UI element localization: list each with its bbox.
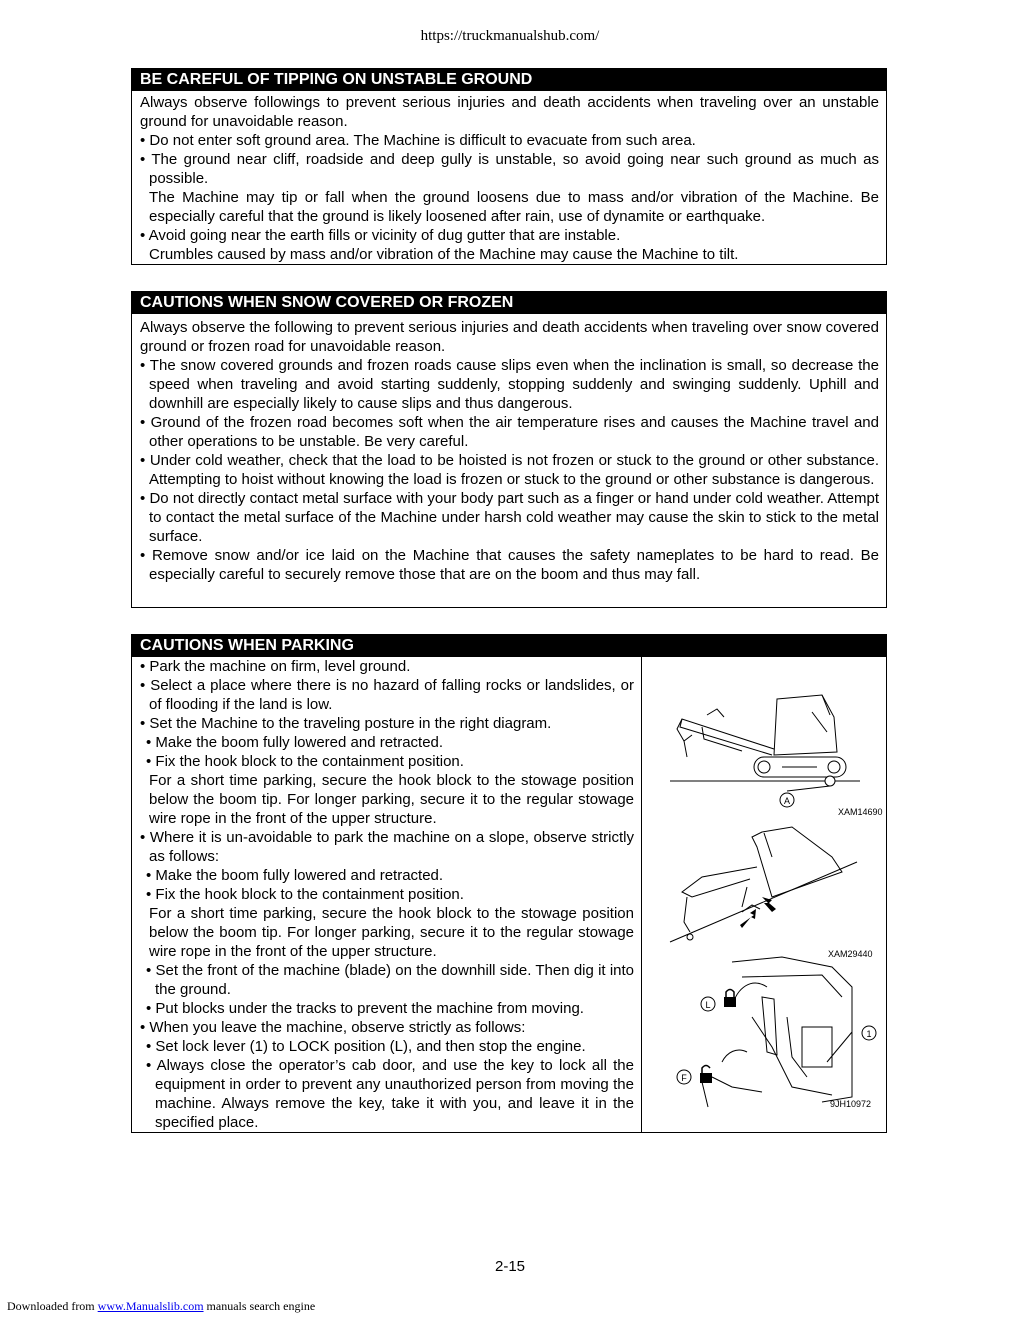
parking-figures	[642, 657, 886, 1132]
lock-icon	[724, 990, 736, 1008]
parking-illustrations	[642, 657, 886, 1132]
svg-text:L: L	[705, 1000, 711, 1010]
bullet: • Avoid going near the earth fills or vicinity of dug gutter that are instable.	[140, 227, 621, 244]
bullet: • Set the Machine to the traveling posture in the right diagram.	[140, 715, 552, 732]
bullet: • Do not directly contact metal surface with your body part such as a finger or hand under cold weather. Attempt to contact the metal surface of the Machine under harsh cold weather may cause the skin to stick to the metal surface.	[140, 490, 879, 545]
bullet: • Remove snow and/or ice laid on the Machine that causes the safety nameplates to be hard to read. Be especially careful to securely remove those that are on the boom and thus may fall.	[140, 547, 879, 583]
figure-code: 9JH10972	[830, 1099, 872, 1109]
section-title: BE CAREFUL OF TIPPING ON UNSTABLE GROUND	[132, 69, 886, 91]
figure-code: XAM29440	[828, 949, 873, 959]
bullet: • Where it is un-avoidable to park the machine on a slope, observe strictly as follows:	[140, 829, 634, 865]
sub-bullet: • Set the front of the machine (blade) on the downhill side. Then dig it into the ground.	[146, 962, 634, 998]
sub-bullet: • Always close the operator’s cab door, and use the key to lock all the equipment in order to prevent any unauthorized person from moving the machine. Always remove the key, take it with you, and leave it in the specified place.	[146, 1057, 634, 1131]
manualslib-link[interactable]: www.Manualslib.com	[97, 1299, 204, 1313]
section-intro: Always observe followings to prevent serious injuries and death accidents when traveling over an unstable ground for unavoidable reason.	[140, 94, 879, 130]
svg-text:F: F	[681, 1073, 687, 1083]
bullet: • Park the machine on firm, level ground.	[140, 658, 411, 675]
section-parking	[131, 634, 887, 1133]
header-url: https://truckmanualshub.com/	[420, 28, 600, 44]
bullet: • Ground of the frozen road becomes soft when the air temperature rises and causes the Machine travel and other operations to be unstable. Be very careful.	[140, 414, 879, 450]
download-prefix: Downloaded from	[7, 1299, 98, 1313]
bullet: • Select a place where there is no hazard of falling rocks or landslides, or of flooding if the land is low.	[140, 677, 634, 713]
bullet-continuation: For a short time parking, secure the hook block to the stowage position below the boom tip. For longer parking, secure it to the regular stowage wire rope in the front of the upper structure.	[149, 772, 634, 827]
section-title: CAUTIONS WHEN PARKING	[132, 635, 886, 657]
section-title: CAUTIONS WHEN SNOW COVERED OR FROZEN	[132, 292, 886, 314]
section-unstable-ground	[131, 68, 887, 265]
callout-f	[677, 1070, 691, 1084]
sub-bullet: • Put blocks under the tracks to prevent the machine from moving.	[146, 1000, 584, 1017]
page-number: 2-15	[494, 1258, 526, 1275]
callout-l	[701, 997, 715, 1011]
bullet: • When you leave the machine, observe strictly as follows:	[140, 1019, 526, 1036]
crane-slope-figure	[670, 827, 857, 942]
bullet: • The ground near cliff, roadside and deep gully is unstable, so avoid going near such ground as much as possible.	[140, 151, 879, 187]
sub-bullet: • Make the boom fully lowered and retracted.	[146, 734, 444, 751]
section-snow-frozen	[131, 291, 887, 608]
figure-code: XAM14690	[838, 807, 883, 817]
unlock-icon	[700, 1066, 712, 1084]
crane-level-figure	[670, 695, 860, 791]
bullet-continuation: Crumbles caused by mass and/or vibration of the Machine may cause the Machine to tilt.	[149, 246, 739, 263]
svg-text:A: A	[783, 796, 791, 806]
download-suffix: manuals search engine	[203, 1299, 316, 1313]
callout-a	[780, 793, 794, 807]
lock-lever-figure	[702, 957, 852, 1107]
callout-1	[862, 1026, 876, 1040]
sub-bullet: • Fix the hook block to the containment position.	[146, 753, 464, 770]
sub-bullet: • Fix the hook block to the containment position.	[146, 886, 464, 903]
svg-text:1: 1	[866, 1029, 872, 1039]
bullet-continuation: For a short time parking, secure the hook block to the stowage position below the boom tip. For longer parking, secure it to the regular stowage wire rope in the front of the upper structure.	[149, 905, 634, 960]
bullet: • The snow covered grounds and frozen roads cause slips even when the inclination is small, so decrease the speed when traveling and avoid starting suddenly, stopping suddenly and swinging suddenly. Uphill and downhill are especially likely to cause slips and thus dangerous.	[140, 357, 879, 412]
arrow-icon	[740, 897, 776, 928]
section-intro: Always observe the following to prevent serious injuries and death accidents when traveling over snow covered ground or frozen road for unavoidable reason.	[140, 319, 879, 355]
bullet: • Under cold weather, check that the load to be hoisted is not frozen or stuck to the ground or other substance. Attempting to hoist without knowing the load is frozen or stuck to the ground or other substance is dangerous.	[140, 452, 879, 488]
sub-bullet: • Set lock lever (1) to LOCK position (L), and then stop the engine.	[146, 1038, 586, 1055]
sub-bullet: • Make the boom fully lowered and retracted.	[146, 867, 444, 884]
bullet-continuation: The Machine may tip or fall when the ground loosens due to mass and/or vibration of the Machine. Be especially careful that the ground is likely loosened after rain, use of dynamite or earthquake.	[149, 189, 879, 225]
bullet: • Do not enter soft ground area. The Machine is difficult to evacuate from such area.	[140, 132, 696, 149]
download-footer	[7, 1299, 315, 1314]
